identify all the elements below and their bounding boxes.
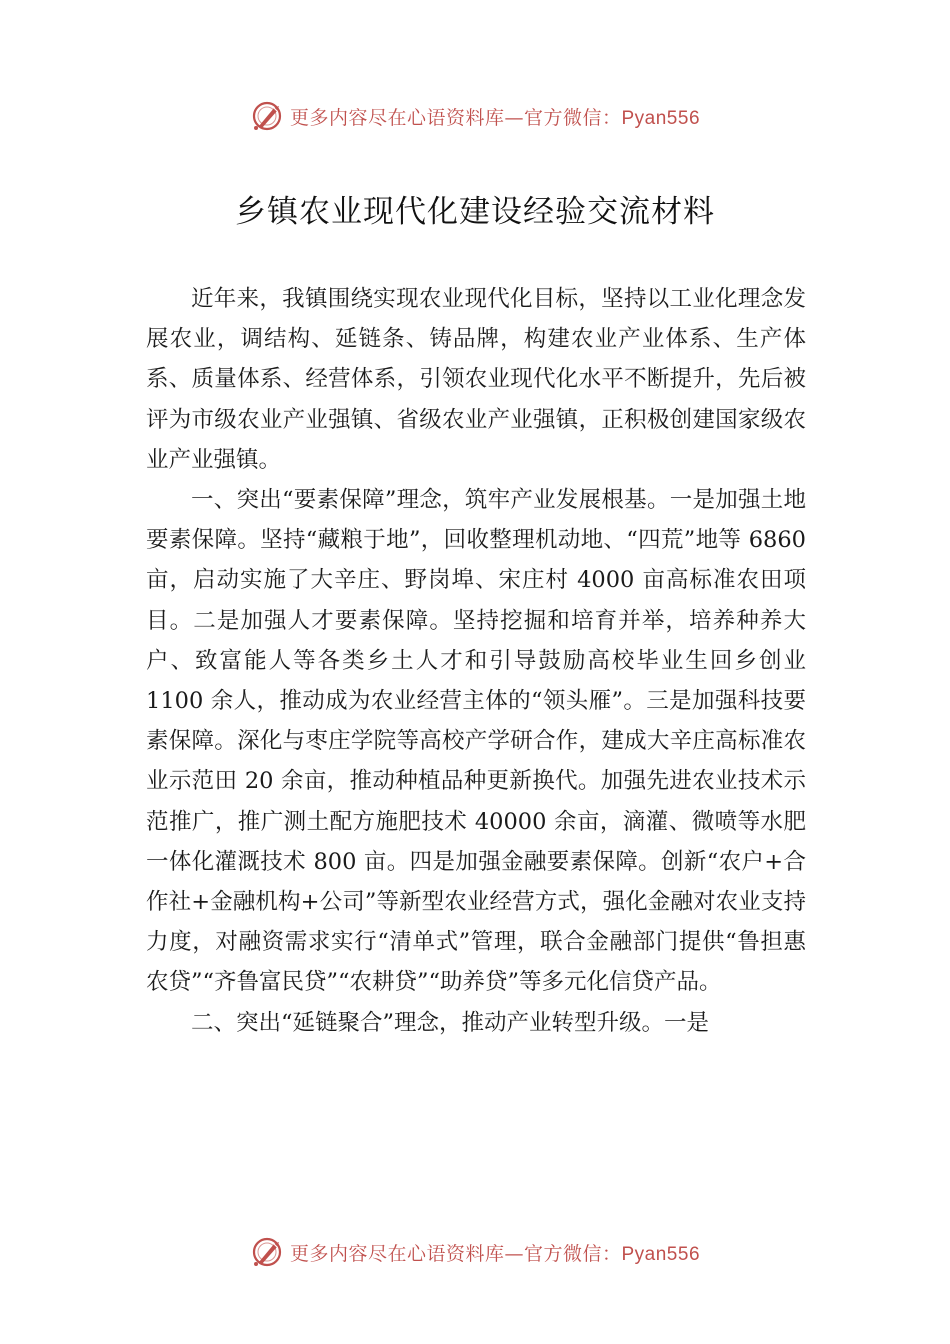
paragraph-section-2: 二、突出“延链聚合”理念，推动产业转型升级。一是 <box>191 1009 710 1036</box>
paragraph-intro: 近年来，我镇围绕实现农业现代化目标，坚持以工业化理念发展农业，调结构、延链条、铸品牌，构建农业产业体系、生产体系、质量体系、经营体系，引领农业现代化水平不断提升，先后被评为市级农业产业强镇、省级农业产业强镇，正积极创建国家级农业产业强镇。 <box>146 286 806 473</box>
watermark-banner-bottom <box>0 1232 950 1272</box>
watermark-text: 更多内容尽在心语资料库—官方微信：Pyan556 <box>289 106 701 129</box>
document-title: 乡镇农业现代化建设经验交流材料 <box>235 194 715 230</box>
pen-nib-logo-icon <box>250 98 286 134</box>
watermark-banner-top <box>0 96 950 136</box>
document-body <box>146 279 806 1043</box>
watermark-text: 更多内容尽在心语资料库—官方微信：Pyan556 <box>289 1242 701 1265</box>
pen-nib-logo-icon <box>250 1234 286 1270</box>
paragraph-section-1: 一、突出“要素保障”理念，筑牢产业发展根基。一是加强土地要素保障。坚持“藏粮于地”，回收整理机动地、“四荒”地等 6860 亩，启动实施了大辛庄、野岗埠、宋庄村 4000 亩高标准农田项目。二是加强人才要素保障。坚持挖掘和培育并举，培养种养大户、致富能人等各类乡土人才和引导鼓励高校毕业生回乡创业 1100 余人，推动成为农业经营主体的“领头雁”。三是加强科技要素保障。深化与枣庄学院等高校产学研合作，建成大辛庄高标准农业示范田 20 余亩，推动种植品种更新换代。加强先进农业技术示范推广，推广测土配方施肥技术 40000 余亩，滴灌、微喷等水肥一体化灌溉技术 800 亩。四是加强金融要素保障。创新“农户+合作社+金融机构+公司”等新型农业经营方式，强化金融对农业支持力度，对融资需求实行“清单式”管理，联合金融部门提供“鲁担惠农贷”“齐鲁富民贷”“农耕贷”“助养贷”等多元化信贷产品。 <box>146 487 806 996</box>
